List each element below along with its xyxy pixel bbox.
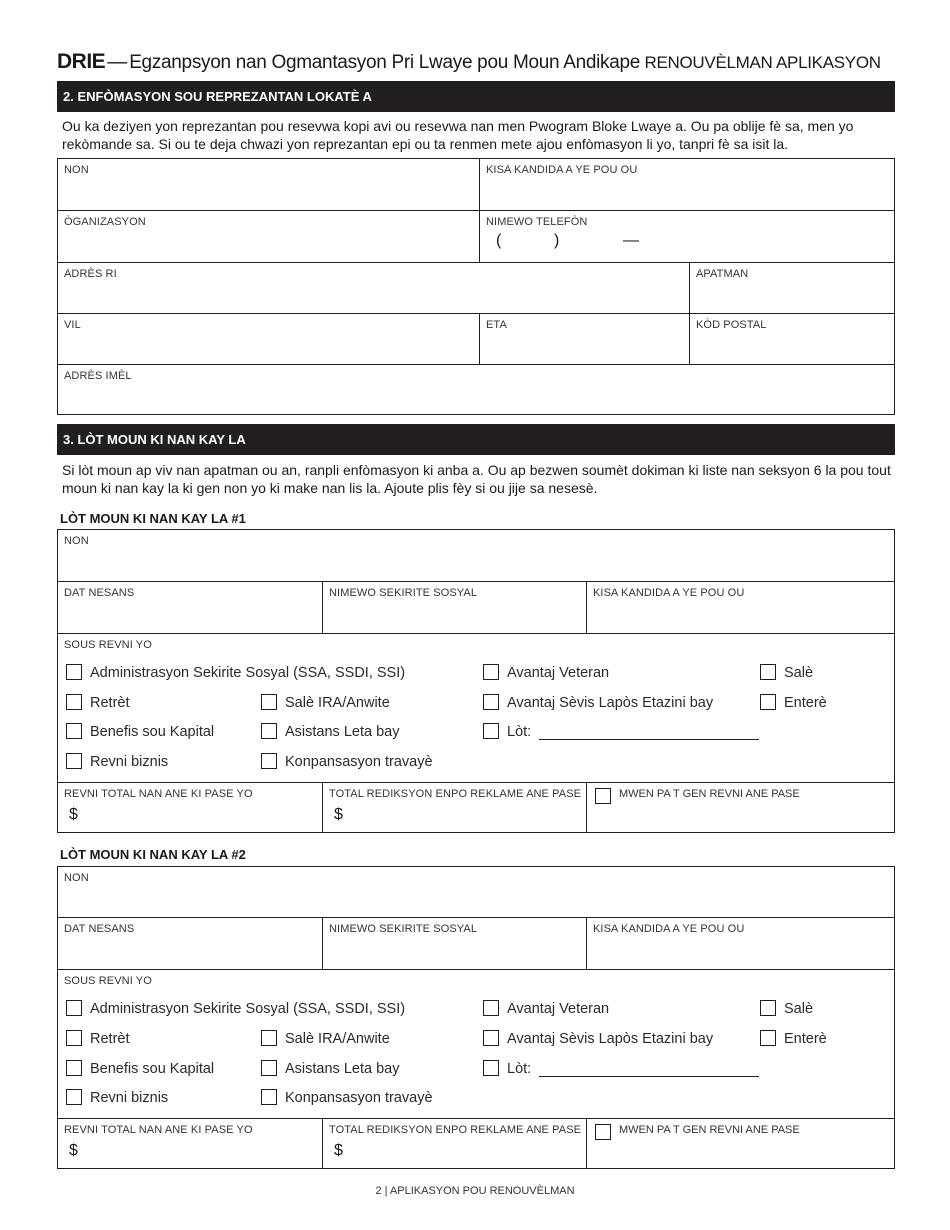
member-1-income-sources [58,634,894,783]
member-1-income-sources-label: SOUS REVNI YO [64,639,152,651]
checkbox[interactable] [66,1030,82,1046]
member-1-total-income-label: REVNI TOTAL NAN ANE KI PASE YO [64,788,253,800]
option-label: Administrasyon Sekirite Sosyal (SSA, SSDI, SSI) [90,665,406,681]
checkbox[interactable] [483,1000,499,1016]
member-1-dob-label: DAT NESANS [64,587,135,599]
representative-form [57,158,895,415]
member-1-name-label: NON [64,535,89,547]
option-label: Administrasyon Sekirite Sosyal (SSA, SSDI, SSI) [90,1001,406,1017]
member-2-no-income-label: MWEN PA T GEN REVNI ANE PASE [619,1124,800,1136]
option-label: Revni biznis [90,1090,169,1106]
page-title [57,50,897,74]
option-label: Salè IRA/Anwite [285,695,390,711]
rep-email-label: ADRÈS IMÈL [64,370,132,382]
member-2-dob-label: DAT NESANS [64,923,135,935]
currency-sign: $ [334,806,343,823]
other-write-in-line[interactable] [539,1076,759,1077]
checkbox[interactable] [66,753,82,769]
member-2-deductions-field[interactable] [322,1119,586,1168]
member-2-name-label: NON [64,872,89,884]
phone-close-paren: ) [554,232,560,249]
member-1-relationship-field[interactable] [586,582,894,633]
option-label: Enterè [784,695,827,711]
option-label: Asistans Leta bay [285,724,400,740]
rep-email-field[interactable] [58,365,894,414]
checkbox[interactable] [483,1060,499,1076]
option-label: Asistans Leta bay [285,1061,400,1077]
member-2-ssn-field[interactable] [322,918,586,969]
page-footer: 2 | APLIKASYON POU RENOUVÈLMAN [375,1185,575,1197]
other-write-in-line[interactable] [539,739,759,740]
checkbox[interactable] [595,1124,611,1140]
option-label: Salè [784,665,814,681]
option-label: Avantaj Veteran [507,1001,610,1017]
member-1-total-income-field[interactable] [58,783,322,832]
rep-organization-field[interactable] [58,211,479,262]
checkbox[interactable] [483,723,499,739]
rep-relationship-label: KISA KANDIDA A YE POU OU [486,164,638,176]
checkbox[interactable] [760,694,776,710]
checkbox[interactable] [66,1000,82,1016]
checkbox[interactable] [261,1060,277,1076]
member-1-deductions-label: TOTAL REDIKSYON ENPO REKLAME ANE PASE [329,788,582,800]
option-label: Avantaj Sèvis Lapòs Etazini bay [507,695,714,711]
section-3-intro: Si lòt moun ap viv nan apatman ou an, ranpli enfòmasyon ki anba a. Ou ap bezwen soumèt dokiman ki liste nan seksyon 6 la pou tout moun ki nan kay la ki gen non yo ki make nan lis la. Ajoute plis fèy si ou jije sa nesesè. [62,462,891,496]
rep-phone-label: NIMEWO TELEFÒN [486,216,588,228]
rep-organization-label: ÒGANIZASYON [64,216,146,228]
option-label: Konpansasyon travayè [285,1090,433,1106]
rep-street-field[interactable] [58,263,689,313]
checkbox[interactable] [261,723,277,739]
rep-city-label: VIL [64,319,81,331]
member-2-name-field[interactable] [58,867,894,917]
member-2-total-income-label: REVNI TOTAL NAN ANE KI PASE YO [64,1124,253,1136]
title-main: Egzanpsyon nan Ogmantasyon Pri Lwaye pou Moun Andikape [129,52,641,73]
rep-zip-field[interactable] [689,314,894,364]
member-2-no-income-option[interactable] [586,1119,894,1168]
checkbox[interactable] [261,1030,277,1046]
member-1-relationship-label: KISA KANDIDA A YE POU OU [593,587,745,599]
checkbox[interactable] [66,723,82,739]
option-label: Avantaj Veteran [507,665,610,681]
checkbox[interactable] [66,1060,82,1076]
checkbox[interactable] [595,788,611,804]
option-label: Retrèt [90,1031,130,1047]
member-1-no-income-label: MWEN PA T GEN REVNI ANE PASE [619,788,800,800]
section-3-heading: 3. LÒT MOUN KI NAN KAY LA [57,424,895,455]
rep-phone-field[interactable] [479,211,894,262]
option-label: Benefis sou Kapital [90,1061,215,1077]
option-label: Retrèt [90,695,130,711]
member-1-ssn-label: NIMEWO SEKIRITE SOSYAL [329,587,478,599]
member-1-label: LÒT MOUN KI NAN KAY LA #1 [60,511,246,526]
member-1-no-income-option[interactable] [586,783,894,832]
member-1-deductions-field[interactable] [322,783,586,832]
option-label: Enterè [784,1031,827,1047]
member-2-relationship-label: KISA KANDIDA A YE POU OU [593,923,745,935]
member-1-name-field[interactable] [58,530,894,581]
section-2-intro: Ou ka deziyen yon reprezantan pou resevwa kopi avi ou resevwa nan men Pwogram Bloke Lwaye a. Ou pa oblije fè sa, men yo rekòmande sa. Si ou te deja chwazi yon reprezantan epi ou ta renmen mete ajou enfòmasyon li yo, tanpri fè sa isit la. [62,118,854,152]
rep-name-label: NON [64,164,89,176]
checkbox[interactable] [261,694,277,710]
title-sub: RENOUVÈLMAN APLIKASYON [644,53,881,72]
member-2-dob-field[interactable] [58,918,322,969]
checkbox[interactable] [483,664,499,680]
rep-apartment-field[interactable] [689,263,894,313]
checkbox[interactable] [760,1000,776,1016]
checkbox[interactable] [261,1089,277,1105]
checkbox[interactable] [760,664,776,680]
title-dash: — [107,51,128,73]
checkbox[interactable] [66,664,82,680]
rep-name-field[interactable] [58,159,479,210]
member-2-total-income-field[interactable] [58,1119,322,1168]
rep-zip-label: KÒD POSTAL [696,319,767,331]
checkbox[interactable] [483,1030,499,1046]
phone-dash: — [623,232,639,249]
currency-sign: $ [69,1142,78,1159]
rep-state-label: ETA [486,319,507,331]
member-2-income-sources-label: SOUS REVNI YO [64,975,152,987]
title-prefix: DRIE [57,50,106,73]
currency-sign: $ [334,1142,343,1159]
checkbox[interactable] [483,694,499,710]
checkbox[interactable] [261,753,277,769]
member-2-income-sources [58,970,894,1119]
option-label: Salè [784,1001,814,1017]
member-2-form [57,866,895,1169]
option-label: Konpansasyon travayè [285,754,433,770]
section-2-heading: 2. ENFÒMASYON SOU REPREZANTAN LOKATÈ A [57,81,895,112]
rep-state-field[interactable] [479,314,689,364]
checkbox[interactable] [66,1089,82,1105]
currency-sign: $ [69,806,78,823]
member-2-ssn-label: NIMEWO SEKIRITE SOSYAL [329,923,478,935]
member-2-opt-other[interactable] [483,1060,763,1080]
member-1-opt-other[interactable] [483,723,763,743]
member-1-form [57,529,895,833]
member-1-ssn-field[interactable] [322,582,586,633]
member-2-deductions-label: TOTAL REDIKSYON ENPO REKLAME ANE PASE [329,1124,582,1136]
option-label: Lòt: [507,1061,532,1077]
option-label: Benefis sou Kapital [90,724,215,740]
option-label: Revni biznis [90,754,169,770]
rep-city-field[interactable] [58,314,479,364]
checkbox[interactable] [760,1030,776,1046]
rep-street-label: ADRÈS RI [64,268,117,280]
option-label: Salè IRA/Anwite [285,1031,390,1047]
option-label: Lòt: [507,724,532,740]
rep-apartment-label: APATMAN [696,268,749,280]
member-2-relationship-field[interactable] [586,918,894,969]
rep-relationship-field[interactable] [479,159,894,210]
phone-open-paren: ( [496,232,502,249]
member-2-label: LÒT MOUN KI NAN KAY LA #2 [60,847,246,862]
member-1-dob-field[interactable] [58,582,322,633]
option-label: Avantaj Sèvis Lapòs Etazini bay [507,1031,714,1047]
checkbox[interactable] [66,694,82,710]
